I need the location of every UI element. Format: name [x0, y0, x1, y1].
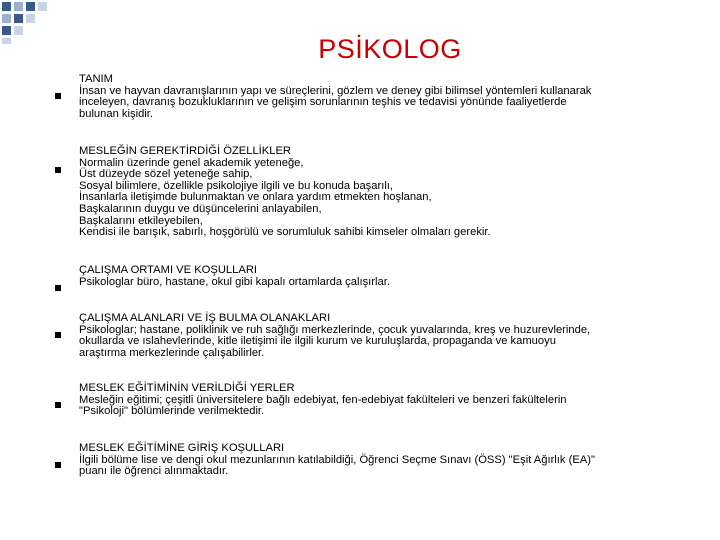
text-line: Psikologlar; hastane, poliklinik ve ruh sağlığı merkezlerinde, çocuk yuvalarında, kreş ve huzurevlerinde,	[79, 323, 591, 336]
deco-square	[26, 2, 35, 11]
bullet-square-icon	[55, 332, 61, 338]
section-text	[79, 313, 679, 359]
section-heading: MESLEK EĞİTİMİNE GİRİŞ KOŞULLARI	[79, 442, 285, 454]
text-line: Başkalarını etkileyebilen,	[79, 214, 203, 227]
text-line: Başkalarının duygu ve düşüncelerini anlayabilen,	[79, 202, 322, 215]
section-text	[79, 146, 679, 239]
text-line: İnsan ve hayvan davranışlarının yapı ve süreçlerini, gözlem ve deney gibi bilimsel yöntemleri kullanarak	[79, 84, 592, 97]
text-line: Normalin üzerinde genel akademik yeteneğe,	[79, 156, 304, 169]
section-text	[79, 383, 679, 418]
deco-square	[26, 14, 35, 23]
deco-square	[14, 14, 23, 23]
deco-square	[38, 2, 47, 11]
text-line: Psikologlar büro, hastane, okul gibi kapalı ortamlarda çalışırlar.	[79, 275, 390, 288]
bullet-square-icon	[55, 462, 61, 468]
section-heading: ÇALIŞMA ALANLARI VE İŞ BULMA OLANAKLARI	[79, 312, 331, 324]
section-text	[79, 265, 679, 288]
page-title: PSİKOLOG	[318, 34, 462, 64]
section-text	[79, 74, 679, 120]
text-line: Mesleğin eğitimi; çeşitli üniversitelere bağlı edebiyat, fen-edebiyat fakülteleri ve benzeri fakültelerin	[79, 393, 567, 406]
text-line: bulunan kişidir.	[79, 107, 154, 120]
deco-square	[2, 2, 11, 11]
bullet-square-icon	[55, 402, 61, 408]
deco-square	[2, 14, 11, 23]
text-line: Kendisi ile barışık, sabırlı, hoşgörülü ve sorumluluk sahibi kimseler olmaları gerekir.	[79, 226, 491, 239]
section-heading: MESLEĞİN GEREKTİRDİĞİ ÖZELLİKLER	[79, 145, 291, 157]
text-line: İlgili bölüme lise ve dengi okul mezunlarının katılabildiği, Öğrenci Seçme Sınavı (ÖSS) "Eşit Ağırlık (EA)"	[79, 453, 595, 466]
bullet-square-icon	[55, 167, 61, 173]
text-line: İnsanlarla iletişimde bulunmaktan ve onlara yardım etmekten hoşlanan,	[79, 191, 432, 204]
text-line: Üst düzeyde sözel yeteneğe sahip,	[79, 168, 253, 181]
text-line: puanı ile öğrenci alınmaktadır.	[79, 465, 229, 478]
bullet-square-icon	[55, 93, 61, 99]
text-line: inceleyen, davranış bozukluklarının ve gelişim sorunlarının teşhis ve tedavisi yönünde faaliyetlerde	[79, 96, 567, 109]
section-heading: MESLEK EĞİTİMİNİN VERİLDİĞİ YERLER	[79, 382, 295, 394]
section-text	[79, 443, 679, 478]
bullet-square-icon	[55, 285, 61, 291]
section-heading: TANIM	[79, 73, 113, 85]
text-line: okullarda ve ıslahevlerinde, kitle iletişimi ile ilgili kurum ve kuruluşlarda, propaganda ve kamuoyu	[79, 335, 556, 348]
text-line: Sosyal bilimlere, özellikle psikolojiye ilgili ve bu konuda başarılı,	[79, 179, 394, 192]
section-heading: ÇALIŞMA ORTAMI VE KOŞULLARI	[79, 264, 258, 276]
text-line: araştırma merkezlerinde çalışabilirler.	[79, 346, 265, 359]
text-line: "Psikoloji" bölümlerinde verilmektedir.	[79, 405, 265, 418]
deco-square	[14, 2, 23, 11]
